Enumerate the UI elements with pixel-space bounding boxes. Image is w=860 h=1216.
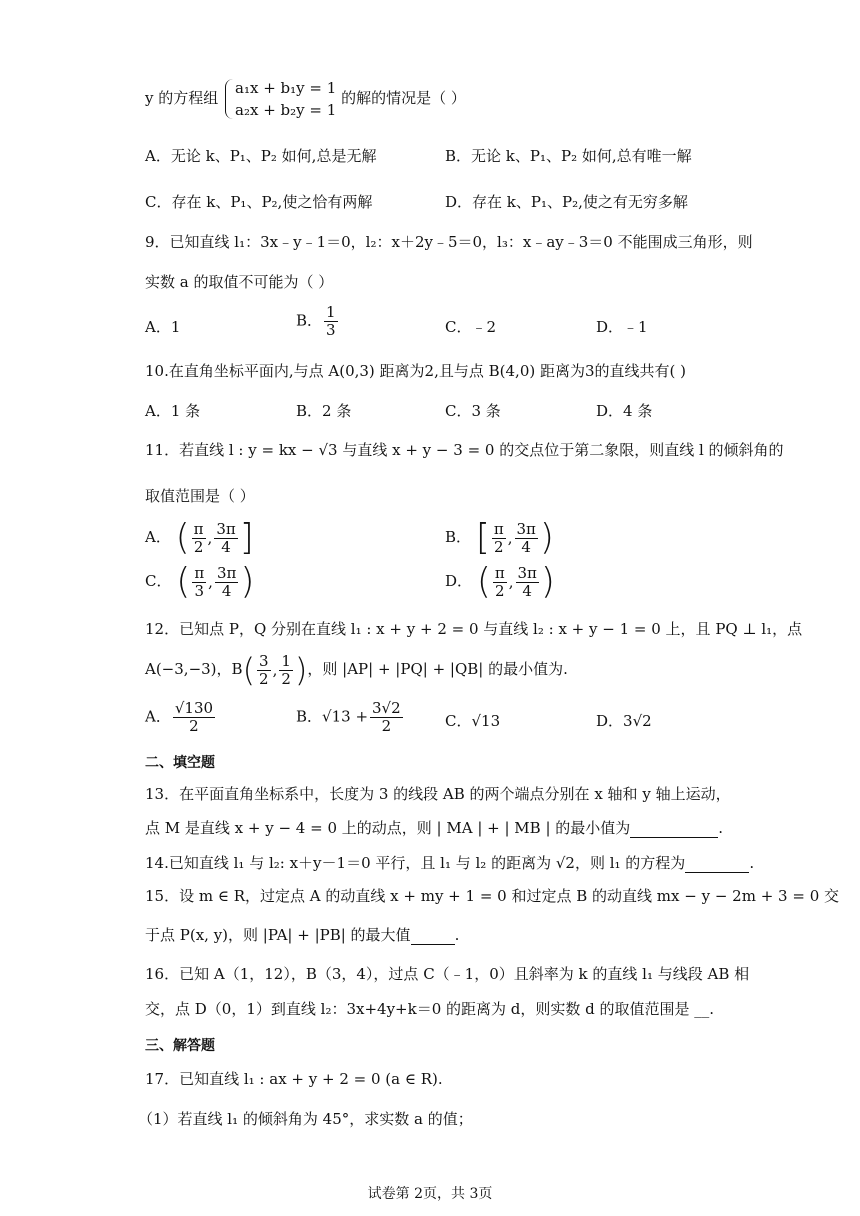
- fraction: [257, 653, 271, 688]
- numerator: π: [194, 563, 205, 582]
- open-bracket: (: [176, 561, 191, 602]
- equation-2: a₂x + b₂y = 1: [235, 101, 337, 119]
- denominator: 2: [494, 537, 504, 556]
- option-label: B．: [445, 528, 472, 546]
- denominator: 2: [381, 717, 392, 735]
- section-heading-answer: 三、解答题: [145, 1038, 215, 1054]
- fraction: [370, 700, 403, 735]
- q13-end: .: [718, 819, 724, 837]
- open-bracket: (: [175, 517, 190, 558]
- numerator: 3π: [517, 563, 537, 582]
- option-label: B．: [296, 707, 323, 726]
- q11-line-1: 11．若直线 l : y = kx − √3 与直线 x + y − 3 = 0 的交点位于第二象限，则直线 l 的倾斜角的: [145, 441, 784, 459]
- q10-stem: 10.在直角坐标平面内,与点 A(0,3) 距离为2,且与点 B(4,0) 距离为3的直线共有( ): [145, 362, 686, 380]
- numerator: 3√2: [372, 699, 401, 717]
- option-label: C．: [145, 572, 172, 590]
- q10-option-a: A．1 条: [145, 402, 201, 420]
- answer-blank: [630, 819, 718, 838]
- denominator: 2: [495, 581, 505, 600]
- q13-line-1: 13．在平面直角坐标系中，长度为 3 的线段 AB 的两个端点分别在 x 轴和 y 轴上运动，: [145, 785, 731, 803]
- q9-line-1: 9．已知直线 l₁：3x﹣y﹣1＝0，l₂：x＋2y﹣5＝0，l₃：x﹣ay﹣3＝0 不能围成三角形，则: [145, 233, 753, 251]
- q10-option-b: B．2 条: [296, 402, 352, 420]
- q12-text-a: A(−3,−3)，B: [145, 660, 243, 678]
- equation-1: a₁x + b₁y = 1: [235, 79, 337, 97]
- close-bracket: ): [540, 561, 555, 602]
- q9-option-c: C．﹣2: [445, 318, 497, 336]
- denominator: 2: [259, 669, 269, 688]
- interval: [ $\frac{\pi}{2}$ , $\frac{3\pi}{4}$ ): [475, 517, 554, 558]
- denominator: 4: [521, 537, 531, 556]
- answer-blank: [685, 854, 749, 873]
- numerator: √130: [174, 699, 214, 717]
- q15-line-2: [145, 924, 459, 945]
- q11-option-b: [445, 517, 554, 558]
- numerator: 3π: [516, 519, 536, 538]
- q13-text: 点 M 是直线 x + y − 4 = 0 上的动点，则 | MA | + | MB | 的最小值为: [145, 819, 631, 837]
- open-bracket: [: [475, 517, 490, 558]
- option-label: D．: [445, 572, 473, 590]
- q15-text: 于点 P(x, y)，则 |PA| + |PB| 的最大值: [145, 926, 411, 944]
- numerator: π: [494, 563, 505, 582]
- denominator: 4: [221, 581, 232, 600]
- denominator: 2: [193, 537, 204, 556]
- option-b-prefix: √13 +: [322, 707, 369, 726]
- close-paren: ): [294, 651, 308, 689]
- q9-option-a: A．1: [145, 318, 181, 336]
- numerator: 3: [259, 651, 269, 670]
- close-bracket: ): [539, 517, 554, 558]
- close-bracket: ): [240, 561, 255, 602]
- point-b: ( $\frac{3}{2}$ , $\frac{1}{2}$ ): [242, 651, 308, 689]
- equation-system: [223, 77, 336, 121]
- q9-option-d: D．﹣1: [596, 318, 648, 336]
- page-footer: 试卷第 2页，共 3页: [367, 1186, 493, 1202]
- q15-end: .: [454, 926, 460, 944]
- denominator: 4: [221, 537, 231, 556]
- q11-option-d: [445, 561, 555, 602]
- fraction: [515, 521, 538, 556]
- q14-line: [145, 852, 754, 873]
- q8-stem: [145, 77, 466, 121]
- q8-option-c: C．存在 k、P₁、P₂,使之恰有两解: [145, 193, 373, 211]
- denominator: 2: [189, 717, 199, 735]
- q13-line-2: [145, 817, 723, 838]
- q12-line-1: 12．已知点 P，Q 分别在直线 l₁ : x + y + 2 = 0 与直线 l₂ : x + y − 1 = 0 上，且 PQ ⊥ l₁，点: [145, 620, 803, 638]
- interval: ( $\frac{\pi}{2}$ , $\frac{3\pi}{4}$ ]: [175, 517, 254, 558]
- denominator: 3: [326, 321, 336, 339]
- section-heading-fill-in: 二、填空题: [145, 755, 215, 771]
- q15-line-1: 15．设 m ∈ R，过定点 A 的动直线 x + my + 1 = 0 和过定点 B 的动直线 mx − y − 2m + 3 = 0 交: [145, 887, 840, 905]
- open-bracket: (: [476, 561, 491, 602]
- q12-option-a: [145, 700, 217, 735]
- denominator: 4: [522, 581, 532, 600]
- q12-line-2: [145, 652, 568, 688]
- q17-line-2: （1）若直线 l₁ 的倾斜角为 45°，求实数 a 的值；: [138, 1110, 473, 1128]
- q14-end: .: [749, 854, 755, 872]
- q8-option-d: D．存在 k、P₁、P₂,使之有无穷多解: [445, 193, 688, 211]
- q9-option-b-label: B．: [296, 311, 323, 330]
- q12-text-b: ，则 |AP| + |PQ| + |QB| 的最小值为.: [307, 660, 568, 678]
- option-label: A．: [145, 707, 171, 726]
- option-label: A．: [145, 528, 171, 546]
- fraction: [324, 304, 338, 339]
- q12-option-d: D．3√2: [596, 712, 652, 730]
- numerator: 1: [326, 303, 336, 321]
- q14-text: 14.已知直线 l₁ 与 l₂: x＋y－1＝0 平行，且 l₁ 与 l₂ 的距离为 √2，则 l₁ 的方程为: [145, 854, 686, 872]
- fraction: [192, 521, 206, 556]
- q10-option-c: C．3 条: [445, 402, 501, 420]
- q8-prefix: y 的方程组: [145, 89, 219, 107]
- numerator: π: [193, 519, 204, 538]
- interval: ( $\frac{\pi}{2}$ , $\frac{3\pi}{4}$ ): [476, 561, 555, 602]
- fraction: [516, 565, 539, 600]
- q9-option-b: [296, 304, 340, 339]
- q11-line-2: 取值范围是（ ）: [145, 487, 255, 505]
- fraction: [492, 521, 506, 556]
- denominator: 2: [281, 669, 291, 688]
- fraction: [192, 565, 206, 600]
- q16-line-2: 交，点 D（0，1）到直线 l₂：3x+4y+k＝0 的距离为 d，则实数 d 的取值范围是 __.: [145, 1000, 715, 1018]
- q8-option-b: B．无论 k、P₁、P₂ 如何,总有唯一解: [445, 147, 692, 165]
- fraction: [173, 700, 215, 735]
- fraction: [279, 653, 293, 688]
- numerator: 3π: [216, 519, 236, 538]
- open-paren: (: [242, 651, 256, 689]
- q8-suffix: 的解的情况是（ ）: [341, 89, 466, 107]
- numerator: π: [493, 519, 504, 538]
- interval: ( $\frac{\pi}{3}$ , $\frac{3\pi}{4}$ ): [176, 561, 255, 602]
- numerator: 1: [281, 651, 291, 670]
- close-bracket: ]: [239, 517, 254, 558]
- q12-option-b: [296, 700, 405, 735]
- numerator: 3π: [216, 563, 237, 582]
- fraction: [215, 565, 238, 600]
- q9-line-2: 实数 a 的取值不可能为（ ）: [145, 273, 334, 291]
- q10-option-d: D．4 条: [596, 402, 653, 420]
- denominator: 3: [194, 581, 205, 600]
- q11-option-a: [145, 517, 254, 558]
- fraction: [493, 565, 507, 600]
- q11-option-c: [145, 561, 255, 602]
- q16-line-1: 16．已知 A（1，12），B（3，4），过点 C（﹣1，0）且斜率为 k 的直线 l₁ 与线段 AB 相: [145, 965, 750, 983]
- q17-line-1: 17．已知直线 l₁ : ax + y + 2 = 0 (a ∈ R).: [145, 1070, 443, 1088]
- answer-blank: [411, 926, 455, 945]
- q12-option-c: C．√13: [445, 712, 501, 730]
- fraction: [214, 521, 237, 556]
- q8-option-a: A．无论 k、P₁、P₂ 如何,总是无解: [145, 147, 377, 165]
